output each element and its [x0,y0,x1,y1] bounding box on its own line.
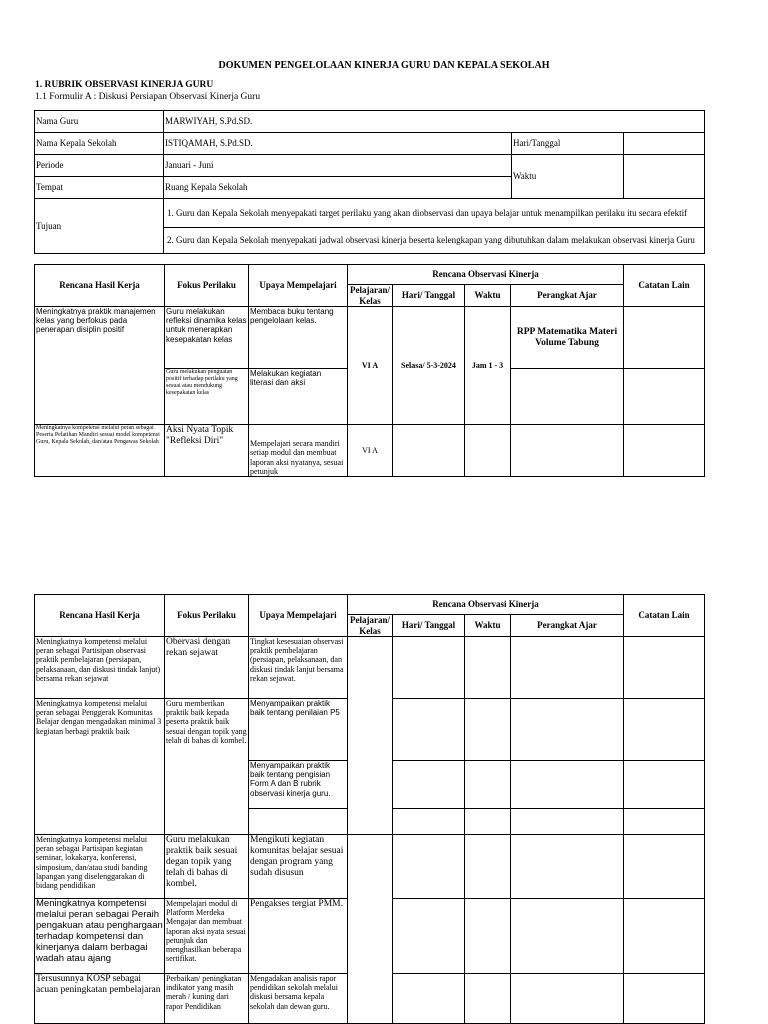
header-fokus: Fokus Perilaku [165,595,249,637]
t2-r4-hasil: Meningkatnya kompetensi melalui peran sebagai Peraih pengakuan atau penghargaan terhadap kompetensi dan kinerjanya dalam berbagai wadah atau ajang [35,899,165,974]
header-pelajaran: Pelajaran/ Kelas [348,615,393,637]
t1-r2-catatan [624,369,705,425]
header-catatan: Catatan Lain [624,595,705,637]
t2-r4-perangkat [511,899,624,974]
periode-label: Periode [35,155,164,177]
t1-r3-kelas: VI A [348,425,393,477]
t2-r2-upaya-a: Menyampaikan praktik baik tentang penilaian P5 [249,699,348,761]
nama-kepsek-value: ISTIQAMAH, S.Pd.SD. [164,133,512,155]
t2-r1-hari [393,637,465,699]
t2-r2-catatan-c [624,809,705,835]
t1-r1-catatan [624,307,705,369]
t1-r3-catatan [624,425,705,477]
t2-r3-perangkat [511,835,624,899]
header-perangkat: Perangkat Ajar [511,285,624,307]
header-rencana-obs: Rencana Observasi Kinerja [348,265,624,285]
t1-r1-perangkat: RPP Matematika Materi Volume Tabung [511,307,624,369]
observation-plan-table-1 [34,264,705,477]
waktu-value [624,155,705,199]
t1-r2-perangkat [511,369,624,425]
t1-r3-waktu [465,425,511,477]
t2-r5-perangkat [511,974,624,1024]
header-fokus: Fokus Perilaku [165,265,249,307]
periode-value: Januari - Juni [164,155,512,177]
header-rencana-hasil: Rencana Hasil Kerja [35,265,165,307]
tempat-label: Tempat [35,177,164,199]
header-rencana-hasil: Rencana Hasil Kerja [35,595,165,637]
t2-r3-hasil: Meningkatnya kompetensi melalui peran sebagai Partisipan kegiatan seminar, lokakarya, konferensi, simposium, dan/atau studi banding lapangan yang diselenggarakan di bidang pendidikan [35,835,165,899]
t2-r5-waktu [465,974,511,1024]
nama-kepsek-label: Nama Kepala Sekolah [35,133,164,155]
t2-r2-hari-b [393,761,465,809]
t2-r1-upaya: Tingkat kesesuaian observasi praktik pembelajaran (persiapan, pelaksanaan, dan diskusi tindak lanjut bersama rekan sejawat. [249,637,348,699]
t1-r2-upaya: Melakukan kegiatan literasi dan aksi [249,369,348,425]
t2-r2-upaya-c [249,809,348,835]
t2-r4-fokus: Mempelajari modul di Platform Merdeka Mengajar dan membuat laporan aksi nyata sesuai petunjuk dan menghasilkan beberapa sertifikat. [165,899,249,974]
t1-r3-perangkat [511,425,624,477]
header-upaya: Upaya Mempelajari [249,595,348,637]
t1-r3-fokus: Aksi Nyata Topik "Refleksi Diri" [165,425,249,477]
t2-r1-kelas [348,637,393,835]
t2-r1-catatan [624,637,705,699]
t2-r1-waktu [465,637,511,699]
t2-r5-hasil: Tersusunnya KOSP sebagai acuan peningkatan pembelajaran [35,974,165,1024]
hari-tanggal-label: Hari/Tanggal [512,133,624,155]
t2-r1-fokus: Obervasi dengan rekan sejawat [165,637,249,699]
subsection-title: 1.1 Formulir A : Diskusi Persiapan Observasi Kinerja Guru [35,92,261,102]
t2-r4-hari [393,899,465,974]
t2-r2-perangkat-b [511,761,624,809]
t1-r2-fokus: Guru melakukan penguatan positif terhadap perilaku yang sesuai atau mendukung kesepakatan kelas [165,369,249,425]
t1-r1-kelas: VI A [348,307,393,425]
t2-r2-hari-a [393,699,465,761]
header-hari: Hari/ Tanggal [393,285,465,307]
t1-r3-upaya: Mempelajari secara mandiri setiap modul dan membuat laporan aksi nyatanya, sesuai petunjuk [249,425,348,477]
document-title: DOKUMEN PENGELOLAAN KINERJA GURU DAN KEPALA SEKOLAH [218,60,550,71]
t2-r2-perangkat-a [511,699,624,761]
t2-r2-perangkat-c [511,809,624,835]
t2-r3-fokus: Guru melakukan praktik baik sesuai degan topik yang telah di bahas di kombel. [165,835,249,899]
t2-r5-hari [393,974,465,1024]
t2-r3-kelas [348,835,393,1024]
nama-guru-label: Nama Guru [35,111,164,133]
tujuan-item-2: 2. Guru dan Kepala Sekolah menyepakati jadwal observasi kinerja beserta kelengkapan yang dibutuhkan dalam melakukan observasi kinerja Guru [167,235,695,246]
t2-r4-catatan [624,899,705,974]
t2-r2-waktu-a [465,699,511,761]
t2-r2-waktu-b [465,761,511,809]
t2-r4-upaya: Pengakses tergiat PMM. [249,899,348,974]
t1-r3-hari [393,425,465,477]
waktu-label: Waktu [512,155,624,199]
tempat-value: Ruang Kepala Sekolah [164,177,512,199]
t2-r2-hasil: Meningkatnya kompetensi melalui peran sebagai Penggerak Komunitas Belajar dengan mengadakan minimal 3 kegiatan berbagi praktik baik [35,699,165,835]
t2-r1-hasil: Meningkatnya kompetensi melalui peran sebagai Partisipan observasi praktik pembelajaran (persiapan, pelaksanaan, dan diskusi tindak lanjut) bersama rekan sejawat [35,637,165,699]
t2-r5-upaya: Mengadakan analisis rapor pendidikan sekolah melalui diskusi bersama kepala sekolah dan dewan guru. [249,974,348,1024]
t2-r2-upaya-b: Menyampaikan praktik baik tentang pengisian Form A dan B rubrik observasi kinerja guru. [249,761,348,809]
t2-r2-waktu-c [465,809,511,835]
info-table [34,110,705,254]
header-catatan: Catatan Lain [624,265,705,307]
t2-r2-catatan-b [624,761,705,809]
t2-r1-perangkat [511,637,624,699]
t2-r3-hari [393,835,465,899]
hari-tanggal-value [624,133,705,155]
t1-r1-hari: Selasa/ 5-3-2024 [393,307,465,425]
header-pelajaran: Pelajaran/ Kelas [348,285,393,307]
t2-r2-catatan-a [624,699,705,761]
t1-r1-fokus: Guru melakukan refleksi dinamika kelas untuk menerapkan kesepakatan kelas [165,307,249,369]
observation-plan-table-2 [34,594,705,1024]
t2-r2-hari-c [393,809,465,835]
t1-r1-hasil: Meningkatnya praktik manajemen kelas yang berfokus pada penerapan disiplin positif [35,307,165,425]
t2-r3-waktu [465,835,511,899]
header-perangkat: Perangkat Ajar [511,615,624,637]
t2-r5-catatan [624,974,705,1024]
t2-r5-fokus: Perbaikan/ peningkatan indikator yang masih merah / kuning dari rapor Pendidikan [165,974,249,1024]
t2-r3-upaya: Mengikuti kegiatan komunitas belajar sesuai dengan program yang sudah disusun [249,835,348,899]
t2-r2-fokus: Guru memberikan praktik baik kepada peserta praktik baik sesuai dengan topik yang telah di bahas di kombel. [165,699,249,835]
tujuan-label: Tujuan [35,199,164,254]
header-upaya: Upaya Mempelajari [249,265,348,307]
nama-guru-value: MARWIYAH, S.Pd.SD. [164,111,705,133]
t1-r1-waktu: Jam 1 - 3 [465,307,511,425]
header-rencana-obs: Rencana Observasi Kinerja [348,595,624,615]
header-waktu: Waktu [465,615,511,637]
header-waktu: Waktu [465,285,511,307]
t1-r1-upaya: Membaca buku tentang pengelolaan kelas. [249,307,348,369]
t2-r3-catatan [624,835,705,899]
t1-r3-hasil: Meningkatnya kompetensi melalui peran sebagai Peserta Pelatihan Mandiri sesuai model kompetensi Guru, Kepala Sekolah, dan/atau Pengawas Sekolah [35,425,165,477]
section-title: 1. RUBRIK OBSERVASI KINERJA GURU [35,80,214,90]
t2-r4-waktu [465,899,511,974]
tujuan-item-1: 1. Guru dan Kepala Sekolah menyepakati target perilaku yang akan diobservasi dan upaya belajar untuk menampilkan perilaku itu secara efektif [167,207,688,218]
header-hari: Hari/ Tanggal [393,615,465,637]
